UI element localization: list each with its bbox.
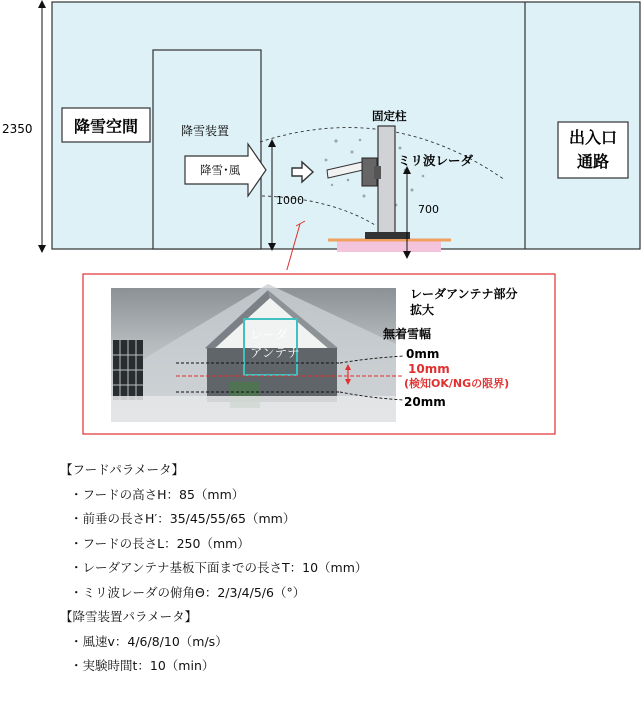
- snow-space-label: 降雪空間: [73, 117, 139, 136]
- hood-params-header: 【フードパラメータ】: [60, 462, 185, 477]
- dimension-700-label: 700: [418, 203, 439, 216]
- snow-width-label: 無着雪幅: [383, 327, 432, 341]
- label-20mm: 20mm: [404, 395, 446, 409]
- hood-param-depression-angle: ・ミリ波レーダの俯角Θ：2/3/4/5/6（°）: [70, 584, 306, 600]
- snow-device-label: 降雪装置: [181, 124, 230, 138]
- test-chamber-diagram: [0, 0, 642, 270]
- label-10mm: 10mm: [408, 362, 450, 376]
- antenna-label-line2: アンテナ: [250, 345, 300, 360]
- fixed-pillar: [378, 126, 395, 233]
- hood-param-front-drop: ・前垂の長さH′：35/45/55/65（mm）: [70, 511, 296, 526]
- radar-sensor: [374, 166, 381, 179]
- base-plate: [337, 241, 441, 252]
- radar-label: ミリ波レーダ: [398, 153, 474, 168]
- parameter-list: [60, 458, 620, 679]
- snow-wind-label: 降雪･風: [200, 163, 241, 177]
- hood-param-length: ・フードの長さL：250（mm）: [70, 535, 250, 551]
- pillar-label: 固定柱: [372, 109, 407, 123]
- inset-title-line2: 拡大: [410, 303, 435, 317]
- pillar-foot: [365, 232, 410, 239]
- snow-param-duration: ・実験時間t：10（min）: [70, 658, 215, 673]
- hood-param-height: ・フードの高さH：85（mm）: [70, 486, 245, 502]
- inset-title-line1: レーダアンテナ部分: [410, 287, 518, 301]
- antenna-label-line1: レーダ: [250, 327, 288, 342]
- label-limit: (検知OK/NGの限界): [404, 377, 510, 390]
- hood-param-antenna-distance: ・レーダアンテナ基板下面までの長さT：10（mm）: [70, 560, 368, 575]
- inset-zoom: [0, 270, 642, 440]
- height-label: 2350: [2, 122, 33, 136]
- snow-device-box: [153, 50, 261, 249]
- exit-label-line1: 出入口: [568, 128, 618, 147]
- snow-param-wind-speed: ・風速v：4/6/8/10（m/s）: [70, 633, 228, 649]
- label-0mm: 0mm: [406, 347, 440, 361]
- dimension-1000-label: 1000: [276, 194, 304, 207]
- snow-params-header: 【降雪装置パラメータ】: [60, 609, 198, 624]
- exit-label-line2: 通路: [576, 152, 610, 171]
